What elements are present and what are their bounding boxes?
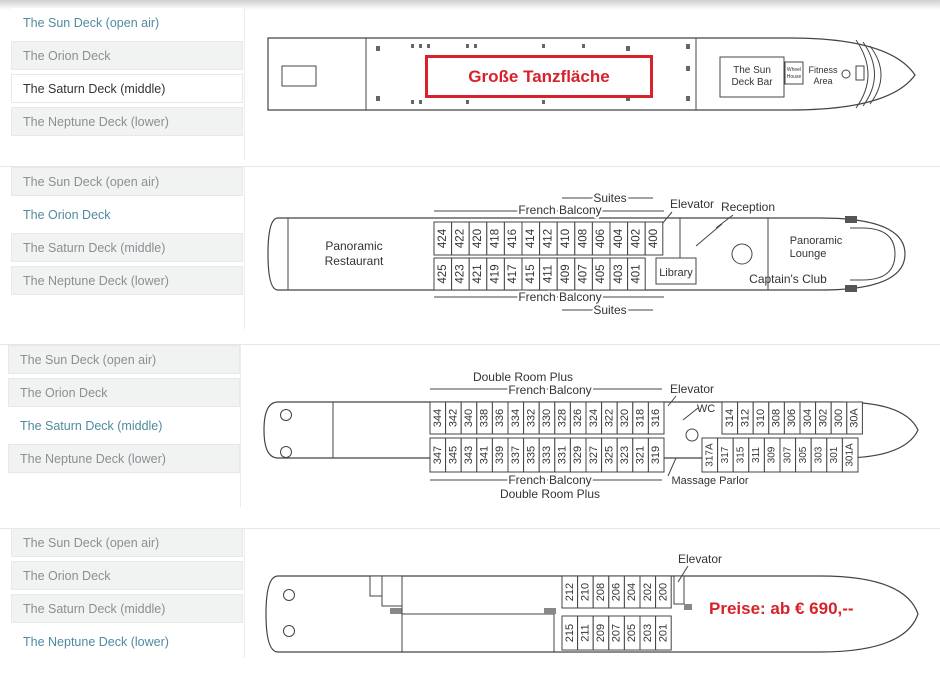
cabin-424 bbox=[434, 222, 452, 255]
sun-deck-bar-label: The Sun bbox=[733, 65, 771, 76]
elevator-label: Elevator bbox=[669, 382, 715, 396]
tab-neptune-deck[interactable]: The Neptune Deck (lower) bbox=[11, 266, 243, 295]
cabin-412 bbox=[540, 222, 558, 255]
cabin-334 bbox=[508, 402, 524, 434]
cabin-312 bbox=[738, 402, 754, 434]
svg-text:317A: 317A bbox=[704, 443, 716, 467]
cabin-340 bbox=[461, 402, 477, 434]
svg-text:347: 347 bbox=[431, 445, 444, 465]
saturn-deck-section bbox=[0, 344, 940, 528]
svg-text:409: 409 bbox=[560, 264, 572, 284]
svg-text:337: 337 bbox=[509, 445, 522, 465]
svg-text:400: 400 bbox=[648, 228, 660, 249]
cabin-407 bbox=[575, 258, 593, 290]
svg-text:339: 339 bbox=[494, 445, 507, 465]
lounge-label: Panoramic bbox=[789, 235, 843, 247]
svg-text:327: 327 bbox=[587, 445, 600, 465]
svg-text:336: 336 bbox=[494, 408, 507, 428]
cabin-329 bbox=[570, 438, 586, 472]
svg-text:301: 301 bbox=[829, 446, 841, 464]
svg-text:314: 314 bbox=[723, 408, 736, 428]
svg-text:324: 324 bbox=[587, 408, 600, 428]
cabin-308 bbox=[769, 402, 785, 434]
cabin-409 bbox=[557, 258, 575, 290]
cabin-304 bbox=[800, 402, 816, 434]
wheelhouse-label-2: House bbox=[786, 74, 802, 80]
svg-text:317: 317 bbox=[719, 446, 731, 464]
cabin-333 bbox=[539, 438, 555, 472]
cabin-327 bbox=[586, 438, 602, 472]
svg-text:410: 410 bbox=[560, 228, 572, 249]
tab-orion-deck[interactable]: The Orion Deck bbox=[11, 561, 243, 590]
cabin-341 bbox=[477, 438, 493, 472]
suites-top-label: Suites bbox=[593, 191, 627, 205]
svg-text:404: 404 bbox=[612, 228, 625, 249]
svg-text:421: 421 bbox=[472, 264, 484, 284]
cabin-408 bbox=[575, 222, 593, 255]
orion-deck-plan bbox=[0, 166, 940, 344]
double-room-top-label: Double Room Plus bbox=[472, 370, 574, 384]
svg-text:418: 418 bbox=[489, 228, 502, 249]
cabin-320 bbox=[617, 402, 633, 434]
svg-text:342: 342 bbox=[447, 408, 460, 428]
cabin-410 bbox=[557, 222, 575, 255]
cabin-321 bbox=[633, 438, 649, 472]
svg-text:333: 333 bbox=[541, 445, 553, 465]
svg-text:209: 209 bbox=[595, 623, 607, 643]
svg-text:202: 202 bbox=[641, 582, 654, 602]
cabin-324 bbox=[586, 402, 602, 434]
svg-text:329: 329 bbox=[572, 445, 585, 465]
svg-text:215: 215 bbox=[563, 623, 576, 643]
svg-text:318: 318 bbox=[634, 408, 647, 428]
svg-text:423: 423 bbox=[454, 264, 467, 284]
svg-text:411: 411 bbox=[542, 264, 555, 284]
cabin-305 bbox=[796, 438, 812, 472]
wc-label: WC bbox=[696, 403, 716, 415]
tab-saturn-deck[interactable]: The Saturn Deck (middle) bbox=[8, 411, 240, 440]
cabin-419 bbox=[487, 258, 505, 290]
cabin-332 bbox=[524, 402, 540, 434]
svg-text:343: 343 bbox=[463, 445, 475, 465]
fitness-label-2: Area bbox=[813, 76, 833, 86]
svg-text:332: 332 bbox=[525, 408, 538, 428]
dance-floor-callout: Große Tanzfläche bbox=[425, 55, 653, 98]
cabin-309 bbox=[764, 438, 780, 472]
svg-text:345: 345 bbox=[447, 445, 460, 465]
elevator-label: Elevator bbox=[669, 197, 715, 211]
svg-text:304: 304 bbox=[801, 408, 814, 428]
cabin-421 bbox=[469, 258, 487, 290]
cabin-212 bbox=[562, 576, 578, 608]
captains-club-label: Captain's Club bbox=[749, 272, 827, 286]
saturn-deck-plan bbox=[0, 344, 940, 528]
svg-text:412: 412 bbox=[542, 228, 555, 249]
svg-text:424: 424 bbox=[436, 228, 449, 249]
cabin-335 bbox=[524, 438, 540, 472]
tab-sun-deck[interactable]: The Sun Deck (open air) bbox=[11, 8, 243, 37]
svg-text:403: 403 bbox=[612, 264, 625, 284]
svg-text:30A: 30A bbox=[848, 408, 861, 428]
svg-text:208: 208 bbox=[595, 582, 607, 602]
svg-text:402: 402 bbox=[630, 228, 643, 249]
svg-text:422: 422 bbox=[454, 228, 467, 249]
cabin-417 bbox=[504, 258, 522, 290]
cabin-301A bbox=[842, 438, 858, 472]
cabin-307 bbox=[780, 438, 796, 472]
cabin-401 bbox=[628, 258, 646, 290]
elevator-label: Elevator bbox=[677, 552, 723, 566]
french-balcony-bottom-label: French Balcony bbox=[508, 473, 592, 487]
svg-text:204: 204 bbox=[626, 582, 639, 602]
svg-text:207: 207 bbox=[610, 623, 623, 643]
cabin-303 bbox=[811, 438, 827, 472]
svg-text:341: 341 bbox=[478, 445, 491, 465]
tab-saturn-deck[interactable]: The Saturn Deck (middle) bbox=[11, 74, 243, 103]
svg-text:407: 407 bbox=[577, 264, 590, 284]
cabin-317A bbox=[702, 438, 718, 472]
cabin-331 bbox=[555, 438, 571, 472]
cabin-425 bbox=[434, 258, 452, 290]
double-room-bottom-label: Double Room Plus bbox=[499, 487, 601, 501]
cabin-203 bbox=[640, 616, 656, 650]
sun-deck-bar-label-2: Deck Bar bbox=[731, 77, 773, 88]
svg-text:311: 311 bbox=[751, 447, 763, 463]
price-label: Preise: ab € 690,-- bbox=[709, 599, 854, 618]
cabin-310 bbox=[753, 402, 769, 434]
cabin-328 bbox=[555, 402, 571, 434]
svg-text:301A: 301A bbox=[844, 443, 856, 467]
fitness-label: Fitness bbox=[808, 65, 838, 75]
tab-saturn-deck[interactable]: The Saturn Deck (middle) bbox=[11, 594, 243, 623]
cabin-211 bbox=[578, 616, 594, 650]
svg-text:305: 305 bbox=[797, 446, 809, 464]
cabin-315 bbox=[733, 438, 749, 472]
cabin-319 bbox=[648, 438, 664, 472]
svg-text:310: 310 bbox=[755, 408, 767, 428]
tab-orion-deck[interactable]: The Orion Deck bbox=[11, 200, 243, 229]
svg-text:419: 419 bbox=[489, 264, 502, 284]
cabin-318 bbox=[633, 402, 649, 434]
massage-parlor-label: Massage Parlor bbox=[671, 475, 749, 487]
cabin-300 bbox=[831, 402, 847, 434]
french-balcony-top-label: French Balcony bbox=[508, 383, 592, 397]
svg-text:321: 321 bbox=[634, 445, 647, 465]
cabin-317 bbox=[718, 438, 734, 472]
svg-text:307: 307 bbox=[782, 446, 794, 464]
cabin-326 bbox=[570, 402, 586, 434]
cabin-404 bbox=[610, 222, 628, 255]
cabin-209 bbox=[593, 616, 609, 650]
svg-text:205: 205 bbox=[626, 623, 639, 643]
cabin-311 bbox=[749, 438, 765, 472]
french-balcony-top-label: French Balcony bbox=[518, 203, 602, 217]
cabin-330 bbox=[539, 402, 555, 434]
svg-text:210: 210 bbox=[579, 582, 592, 602]
svg-text:320: 320 bbox=[619, 408, 631, 428]
cabin-201 bbox=[656, 616, 672, 650]
cabin-343 bbox=[461, 438, 477, 472]
cabin-344 bbox=[430, 402, 446, 434]
cabin-400 bbox=[645, 222, 663, 255]
cabin-206 bbox=[609, 576, 625, 608]
tab-saturn-deck[interactable]: The Saturn Deck (middle) bbox=[11, 233, 243, 262]
cabin-415 bbox=[522, 258, 540, 290]
svg-text:334: 334 bbox=[509, 408, 522, 428]
svg-text:206: 206 bbox=[610, 582, 623, 602]
svg-text:326: 326 bbox=[572, 408, 585, 428]
svg-text:315: 315 bbox=[735, 446, 747, 464]
tab-neptune-deck[interactable]: The Neptune Deck (lower) bbox=[8, 444, 240, 473]
svg-text:405: 405 bbox=[595, 264, 608, 284]
cabin-403 bbox=[610, 258, 628, 290]
suites-bottom-label: Suites bbox=[593, 303, 627, 317]
orion-deck-section bbox=[0, 166, 940, 344]
svg-text:322: 322 bbox=[603, 408, 616, 428]
cabin-323 bbox=[617, 438, 633, 472]
svg-text:323: 323 bbox=[619, 445, 631, 465]
svg-text:408: 408 bbox=[577, 228, 590, 249]
svg-text:302: 302 bbox=[817, 408, 830, 428]
sun-deck-section bbox=[0, 0, 940, 166]
cabin-416 bbox=[504, 222, 522, 255]
cabin-420 bbox=[469, 222, 487, 255]
cabin-204 bbox=[624, 576, 640, 608]
cabin-337 bbox=[508, 438, 524, 472]
cabin-306 bbox=[784, 402, 800, 434]
cabin-205 bbox=[624, 616, 640, 650]
svg-text:344: 344 bbox=[431, 408, 444, 428]
svg-text:309: 309 bbox=[766, 446, 778, 464]
cabin-202 bbox=[640, 576, 656, 608]
restaurant-label: Panoramic bbox=[325, 239, 383, 253]
svg-text:319: 319 bbox=[650, 445, 663, 465]
tab-sun-deck[interactable]: The Sun Deck (open air) bbox=[8, 345, 240, 374]
svg-text:417: 417 bbox=[507, 264, 520, 284]
cabin-414 bbox=[522, 222, 540, 255]
svg-text:203: 203 bbox=[641, 623, 654, 643]
svg-text:308: 308 bbox=[770, 408, 783, 428]
restaurant-label-2: Restaurant bbox=[324, 254, 384, 268]
svg-text:415: 415 bbox=[524, 264, 537, 284]
svg-text:416: 416 bbox=[507, 228, 520, 249]
wheelhouse-label: Wheel bbox=[786, 67, 802, 73]
cabin-345 bbox=[446, 438, 462, 472]
svg-text:338: 338 bbox=[478, 408, 491, 428]
tab-sun-deck[interactable]: The Sun Deck (open air) bbox=[11, 528, 243, 557]
svg-text:330: 330 bbox=[541, 408, 553, 428]
cabin-405 bbox=[592, 258, 610, 290]
french-balcony-bottom-label: French Balcony bbox=[518, 290, 602, 304]
svg-text:212: 212 bbox=[563, 582, 576, 602]
svg-text:200: 200 bbox=[657, 582, 670, 602]
svg-text:316: 316 bbox=[650, 408, 663, 428]
cabin-422 bbox=[452, 222, 470, 255]
svg-text:312: 312 bbox=[739, 408, 752, 428]
svg-text:325: 325 bbox=[603, 445, 616, 465]
cabin-316 bbox=[648, 402, 664, 434]
svg-text:331: 331 bbox=[556, 445, 569, 465]
cabin-322 bbox=[602, 402, 618, 434]
svg-text:406: 406 bbox=[595, 228, 608, 249]
svg-text:306: 306 bbox=[786, 408, 799, 428]
reception-label: Reception bbox=[720, 200, 776, 214]
cabin-423 bbox=[452, 258, 470, 290]
cabin-342 bbox=[446, 402, 462, 434]
tab-neptune-deck[interactable]: The Neptune Deck (lower) bbox=[11, 627, 243, 656]
tab-neptune-deck[interactable]: The Neptune Deck (lower) bbox=[11, 107, 243, 136]
cabin-200 bbox=[656, 576, 672, 608]
cabin-406 bbox=[592, 222, 610, 255]
svg-text:328: 328 bbox=[556, 408, 569, 428]
svg-text:340: 340 bbox=[463, 408, 475, 428]
svg-text:303: 303 bbox=[813, 446, 825, 464]
cabin-338 bbox=[477, 402, 493, 434]
tab-orion-deck[interactable]: The Orion Deck bbox=[8, 378, 240, 407]
svg-text:401: 401 bbox=[630, 264, 643, 284]
cabin-325 bbox=[602, 438, 618, 472]
cabin-418 bbox=[487, 222, 505, 255]
cabin-411 bbox=[540, 258, 558, 290]
svg-text:201: 201 bbox=[657, 623, 670, 643]
cabin-336 bbox=[492, 402, 508, 434]
svg-text:335: 335 bbox=[525, 445, 538, 465]
cabin-314 bbox=[722, 402, 738, 434]
cabin-301 bbox=[827, 438, 843, 472]
cabin-30A bbox=[847, 402, 863, 434]
svg-text:425: 425 bbox=[436, 264, 449, 284]
cabin-302 bbox=[816, 402, 832, 434]
cabin-207 bbox=[609, 616, 625, 650]
cabin-339 bbox=[492, 438, 508, 472]
cabin-208 bbox=[593, 576, 609, 608]
svg-text:300: 300 bbox=[833, 408, 845, 428]
tab-orion-deck[interactable]: The Orion Deck bbox=[11, 41, 243, 70]
library-label: Library bbox=[659, 267, 693, 279]
svg-text:414: 414 bbox=[524, 228, 537, 249]
cabin-402 bbox=[628, 222, 646, 255]
svg-text:211: 211 bbox=[579, 624, 592, 642]
cabin-347 bbox=[430, 438, 446, 472]
neptune-deck-section bbox=[0, 528, 940, 696]
tab-sun-deck[interactable]: The Sun Deck (open air) bbox=[11, 167, 243, 196]
svg-text:420: 420 bbox=[472, 228, 484, 249]
cabin-215 bbox=[562, 616, 578, 650]
cabin-210 bbox=[578, 576, 594, 608]
lounge-label-2: Lounge bbox=[789, 248, 827, 260]
